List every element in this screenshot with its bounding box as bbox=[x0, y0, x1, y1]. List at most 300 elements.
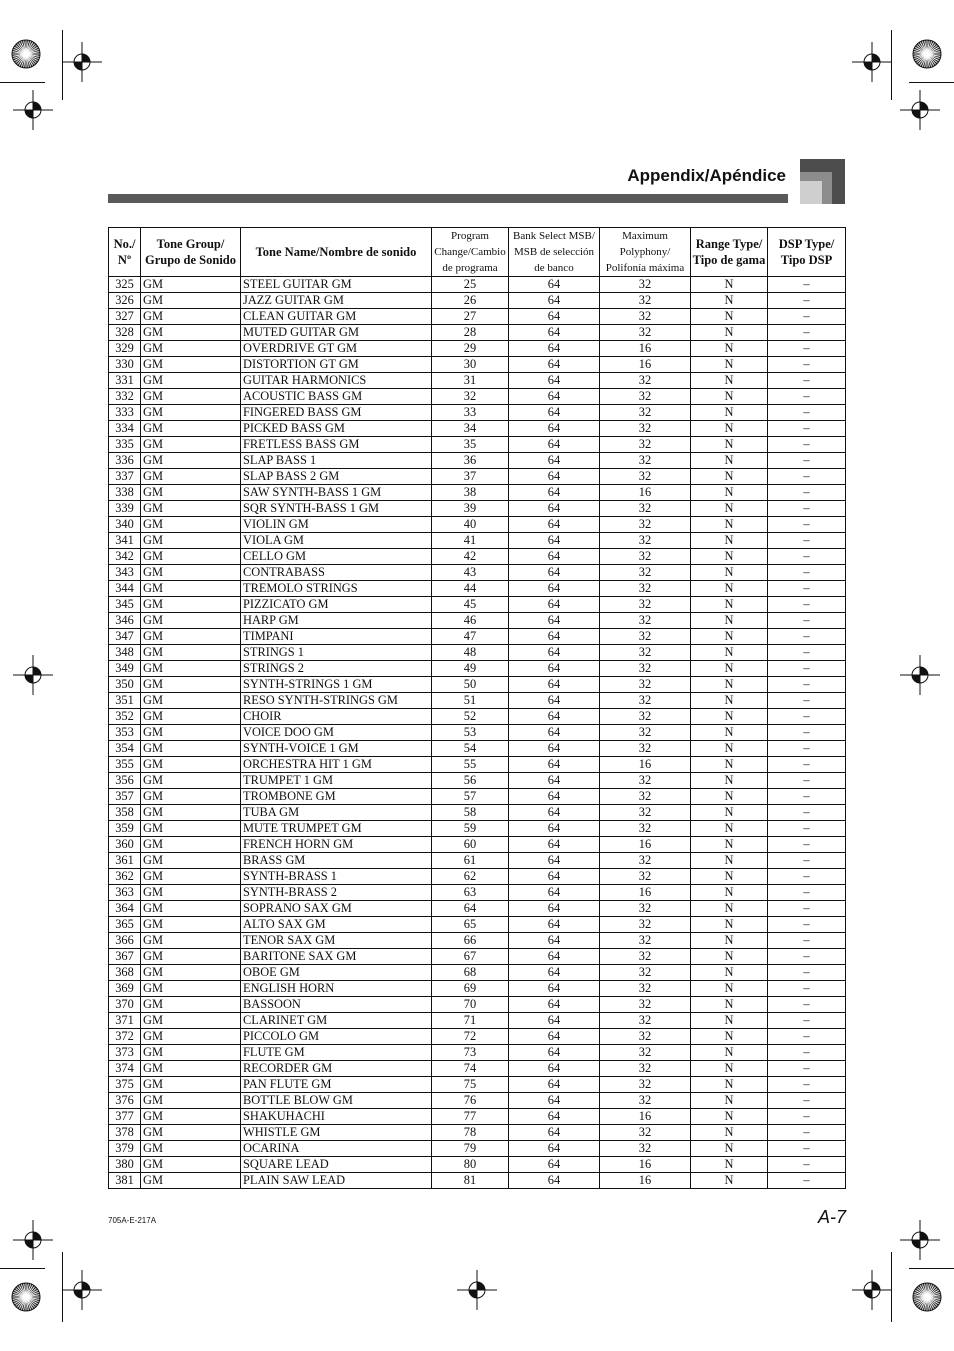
cell-max-polyphony: 32 bbox=[600, 645, 691, 661]
cell-no: 339 bbox=[109, 501, 141, 517]
cell-dsp-type: – bbox=[768, 437, 846, 453]
cell-tone-group: GM bbox=[141, 837, 241, 853]
cell-tone-group: GM bbox=[141, 917, 241, 933]
table-row bbox=[109, 997, 846, 1013]
cell-program-change: 37 bbox=[432, 469, 509, 485]
table-row bbox=[109, 885, 846, 901]
cell-program-change: 75 bbox=[432, 1077, 509, 1093]
cell-dsp-type: – bbox=[768, 293, 846, 309]
cell-dsp-type: – bbox=[768, 1173, 846, 1189]
cell-tone-name: TROMBONE GM bbox=[241, 789, 432, 805]
cell-no: 329 bbox=[109, 341, 141, 357]
cell-tone-group: GM bbox=[141, 1013, 241, 1029]
cell-tone-group: GM bbox=[141, 277, 241, 293]
cell-dsp-type: – bbox=[768, 805, 846, 821]
cell-range-type: N bbox=[691, 309, 768, 325]
cell-max-polyphony: 32 bbox=[600, 597, 691, 613]
cell-range-type: N bbox=[691, 389, 768, 405]
cell-tone-group: GM bbox=[141, 789, 241, 805]
cell-tone-name: SLAP BASS 2 GM bbox=[241, 469, 432, 485]
cell-tone-name: HARP GM bbox=[241, 613, 432, 629]
cell-range-type: N bbox=[691, 1157, 768, 1173]
cell-range-type: N bbox=[691, 293, 768, 309]
table-row bbox=[109, 389, 846, 405]
table-row bbox=[109, 341, 846, 357]
cell-range-type: N bbox=[691, 453, 768, 469]
cell-tone-group: GM bbox=[141, 453, 241, 469]
cell-max-polyphony: 16 bbox=[600, 837, 691, 853]
cell-no: 336 bbox=[109, 453, 141, 469]
cell-tone-name: TREMOLO STRINGS bbox=[241, 581, 432, 597]
cell-program-change: 66 bbox=[432, 933, 509, 949]
cell-tone-name: RESO SYNTH-STRINGS GM bbox=[241, 693, 432, 709]
cell-max-polyphony: 32 bbox=[600, 1029, 691, 1045]
cell-dsp-type: – bbox=[768, 405, 846, 421]
cell-tone-group: GM bbox=[141, 1045, 241, 1061]
table-row bbox=[109, 1109, 846, 1125]
cell-tone-name: TRUMPET 1 GM bbox=[241, 773, 432, 789]
cell-tone-group: GM bbox=[141, 773, 241, 789]
table-row bbox=[109, 501, 846, 517]
cell-max-polyphony: 32 bbox=[600, 501, 691, 517]
cell-bank-select: 64 bbox=[509, 1141, 600, 1157]
cell-max-polyphony: 32 bbox=[600, 1013, 691, 1029]
registration-target-icon bbox=[13, 1220, 53, 1260]
cell-max-polyphony: 32 bbox=[600, 469, 691, 485]
cell-tone-name: CHOIR bbox=[241, 709, 432, 725]
cell-dsp-type: – bbox=[768, 901, 846, 917]
table-row bbox=[109, 469, 846, 485]
cell-bank-select: 64 bbox=[509, 437, 600, 453]
cell-no: 340 bbox=[109, 517, 141, 533]
cell-tone-name: TENOR SAX GM bbox=[241, 933, 432, 949]
cell-bank-select: 64 bbox=[509, 1045, 600, 1061]
cell-range-type: N bbox=[691, 997, 768, 1013]
cell-no: 358 bbox=[109, 805, 141, 821]
cell-tone-name: TIMPANI bbox=[241, 629, 432, 645]
cell-max-polyphony: 32 bbox=[600, 373, 691, 389]
cell-tone-group: GM bbox=[141, 437, 241, 453]
cell-dsp-type: – bbox=[768, 341, 846, 357]
table-row bbox=[109, 853, 846, 869]
table-row bbox=[109, 773, 846, 789]
cell-program-change: 58 bbox=[432, 805, 509, 821]
cell-tone-name: SYNTH-VOICE 1 GM bbox=[241, 741, 432, 757]
cell-tone-group: GM bbox=[141, 341, 241, 357]
table-row bbox=[109, 949, 846, 965]
cell-tone-group: GM bbox=[141, 981, 241, 997]
cell-tone-group: GM bbox=[141, 581, 241, 597]
cell-max-polyphony: 16 bbox=[600, 757, 691, 773]
cell-max-polyphony: 32 bbox=[600, 789, 691, 805]
cell-max-polyphony: 32 bbox=[600, 405, 691, 421]
cell-tone-name: PAN FLUTE GM bbox=[241, 1077, 432, 1093]
cell-tone-name: SQR SYNTH-BASS 1 GM bbox=[241, 501, 432, 517]
cell-tone-group: GM bbox=[141, 501, 241, 517]
table-row bbox=[109, 805, 846, 821]
table-row bbox=[109, 613, 846, 629]
cell-program-change: 72 bbox=[432, 1029, 509, 1045]
cell-dsp-type: – bbox=[768, 1077, 846, 1093]
cell-tone-group: GM bbox=[141, 869, 241, 885]
cell-tone-group: GM bbox=[141, 853, 241, 869]
table-row bbox=[109, 645, 846, 661]
cell-bank-select: 64 bbox=[509, 805, 600, 821]
cell-max-polyphony: 32 bbox=[600, 293, 691, 309]
cell-program-change: 56 bbox=[432, 773, 509, 789]
cell-tone-group: GM bbox=[141, 757, 241, 773]
cell-max-polyphony: 32 bbox=[600, 693, 691, 709]
cell-no: 370 bbox=[109, 997, 141, 1013]
cell-tone-group: GM bbox=[141, 469, 241, 485]
cell-range-type: N bbox=[691, 773, 768, 789]
cell-tone-group: GM bbox=[141, 597, 241, 613]
cell-program-change: 76 bbox=[432, 1093, 509, 1109]
cell-dsp-type: – bbox=[768, 725, 846, 741]
table-row bbox=[109, 821, 846, 837]
registration-target-icon bbox=[900, 90, 940, 130]
cell-dsp-type: – bbox=[768, 1109, 846, 1125]
cell-dsp-type: – bbox=[768, 357, 846, 373]
cell-bank-select: 64 bbox=[509, 613, 600, 629]
cell-bank-select: 64 bbox=[509, 1109, 600, 1125]
cell-dsp-type: – bbox=[768, 773, 846, 789]
cell-max-polyphony: 32 bbox=[600, 981, 691, 997]
cell-tone-group: GM bbox=[141, 1093, 241, 1109]
cell-range-type: N bbox=[691, 725, 768, 741]
cell-range-type: N bbox=[691, 917, 768, 933]
cell-program-change: 61 bbox=[432, 853, 509, 869]
cell-range-type: N bbox=[691, 981, 768, 997]
cell-tone-group: GM bbox=[141, 1125, 241, 1141]
cell-tone-name: SYNTH-BRASS 2 bbox=[241, 885, 432, 901]
cell-program-change: 54 bbox=[432, 741, 509, 757]
cell-range-type: N bbox=[691, 1125, 768, 1141]
crop-line bbox=[62, 1252, 63, 1322]
table-row bbox=[109, 981, 846, 997]
cell-program-change: 74 bbox=[432, 1061, 509, 1077]
cell-bank-select: 64 bbox=[509, 709, 600, 725]
cell-range-type: N bbox=[691, 517, 768, 533]
cell-max-polyphony: 32 bbox=[600, 581, 691, 597]
cell-bank-select: 64 bbox=[509, 357, 600, 373]
cell-max-polyphony: 32 bbox=[600, 917, 691, 933]
cell-range-type: N bbox=[691, 1109, 768, 1125]
cell-bank-select: 64 bbox=[509, 1013, 600, 1029]
cell-bank-select: 64 bbox=[509, 389, 600, 405]
cell-no: 338 bbox=[109, 485, 141, 501]
table-row bbox=[109, 325, 846, 341]
cell-bank-select: 64 bbox=[509, 741, 600, 757]
cell-tone-group: GM bbox=[141, 709, 241, 725]
cell-program-change: 42 bbox=[432, 549, 509, 565]
cell-no: 327 bbox=[109, 309, 141, 325]
cell-max-polyphony: 32 bbox=[600, 1077, 691, 1093]
cell-tone-group: GM bbox=[141, 661, 241, 677]
table-row bbox=[109, 789, 846, 805]
cell-range-type: N bbox=[691, 837, 768, 853]
cell-max-polyphony: 32 bbox=[600, 805, 691, 821]
cell-tone-name: PIZZICATO GM bbox=[241, 597, 432, 613]
cell-no: 377 bbox=[109, 1109, 141, 1125]
cell-range-type: N bbox=[691, 901, 768, 917]
cell-bank-select: 64 bbox=[509, 725, 600, 741]
table-row bbox=[109, 1173, 846, 1189]
cell-bank-select: 64 bbox=[509, 773, 600, 789]
cell-range-type: N bbox=[691, 629, 768, 645]
color-rosette-icon bbox=[912, 1282, 942, 1312]
cell-max-polyphony: 32 bbox=[600, 1125, 691, 1141]
cell-dsp-type: – bbox=[768, 997, 846, 1013]
header-tone-name: Tone Name/Nombre de sonido bbox=[241, 228, 432, 277]
cell-program-change: 48 bbox=[432, 645, 509, 661]
cell-range-type: N bbox=[691, 933, 768, 949]
cell-tone-name: FLUTE GM bbox=[241, 1045, 432, 1061]
cell-program-change: 80 bbox=[432, 1157, 509, 1173]
cell-dsp-type: – bbox=[768, 709, 846, 725]
cell-dsp-type: – bbox=[768, 1125, 846, 1141]
page-number: A-7 bbox=[817, 1207, 846, 1227]
cell-program-change: 71 bbox=[432, 1013, 509, 1029]
cell-max-polyphony: 32 bbox=[600, 1093, 691, 1109]
cell-tone-name: BOTTLE BLOW GM bbox=[241, 1093, 432, 1109]
cell-range-type: N bbox=[691, 373, 768, 389]
table-row bbox=[109, 437, 846, 453]
cell-dsp-type: – bbox=[768, 1157, 846, 1173]
cell-tone-group: GM bbox=[141, 517, 241, 533]
cell-range-type: N bbox=[691, 805, 768, 821]
cell-max-polyphony: 32 bbox=[600, 853, 691, 869]
cell-tone-name: FINGERED BASS GM bbox=[241, 405, 432, 421]
cell-dsp-type: – bbox=[768, 453, 846, 469]
cell-tone-group: GM bbox=[141, 549, 241, 565]
cell-dsp-type: – bbox=[768, 661, 846, 677]
cell-no: 334 bbox=[109, 421, 141, 437]
color-rosette-icon bbox=[11, 1282, 41, 1312]
cell-tone-group: GM bbox=[141, 309, 241, 325]
header-bank-select: Bank Select MSB/ MSB de selección de banco bbox=[509, 228, 600, 277]
cell-dsp-type: – bbox=[768, 1045, 846, 1061]
cell-tone-name: MUTED GUITAR GM bbox=[241, 325, 432, 341]
cell-dsp-type: – bbox=[768, 933, 846, 949]
cell-tone-name: SYNTH-BRASS 1 bbox=[241, 869, 432, 885]
cell-tone-name: WHISTLE GM bbox=[241, 1125, 432, 1141]
cell-max-polyphony: 16 bbox=[600, 485, 691, 501]
cell-tone-name: CLEAN GUITAR GM bbox=[241, 309, 432, 325]
cell-no: 371 bbox=[109, 1013, 141, 1029]
cell-dsp-type: – bbox=[768, 517, 846, 533]
cell-range-type: N bbox=[691, 1173, 768, 1189]
cell-program-change: 55 bbox=[432, 757, 509, 773]
table-row bbox=[109, 1141, 846, 1157]
header-program-change: Program Change/Cambio de programa bbox=[432, 228, 509, 277]
cell-tone-name: CELLO GM bbox=[241, 549, 432, 565]
cell-tone-name: CLARINET GM bbox=[241, 1013, 432, 1029]
header-tone-group: Tone Group/ Grupo de Sonido bbox=[141, 228, 241, 277]
cell-range-type: N bbox=[691, 357, 768, 373]
table-row bbox=[109, 933, 846, 949]
cell-tone-group: GM bbox=[141, 1061, 241, 1077]
cell-no: 351 bbox=[109, 693, 141, 709]
cell-tone-group: GM bbox=[141, 373, 241, 389]
cell-bank-select: 64 bbox=[509, 901, 600, 917]
cell-range-type: N bbox=[691, 581, 768, 597]
cell-no: 341 bbox=[109, 533, 141, 549]
cell-max-polyphony: 16 bbox=[600, 1109, 691, 1125]
cell-tone-name: OVERDRIVE GT GM bbox=[241, 341, 432, 357]
cell-dsp-type: – bbox=[768, 373, 846, 389]
cell-dsp-type: – bbox=[768, 693, 846, 709]
cell-program-change: 40 bbox=[432, 517, 509, 533]
table-row bbox=[109, 709, 846, 725]
cell-no: 372 bbox=[109, 1029, 141, 1045]
cell-no: 373 bbox=[109, 1045, 141, 1061]
cell-tone-name: BASSOON bbox=[241, 997, 432, 1013]
crop-line bbox=[0, 82, 45, 83]
cell-bank-select: 64 bbox=[509, 485, 600, 501]
cell-bank-select: 64 bbox=[509, 1157, 600, 1173]
table-row bbox=[109, 373, 846, 389]
crop-line bbox=[891, 30, 892, 100]
cell-tone-group: GM bbox=[141, 933, 241, 949]
cell-program-change: 81 bbox=[432, 1173, 509, 1189]
cell-range-type: N bbox=[691, 709, 768, 725]
cell-range-type: N bbox=[691, 853, 768, 869]
cell-bank-select: 64 bbox=[509, 661, 600, 677]
cell-tone-group: GM bbox=[141, 645, 241, 661]
table-row bbox=[109, 485, 846, 501]
cell-tone-name: BRASS GM bbox=[241, 853, 432, 869]
table-row bbox=[109, 1045, 846, 1061]
cell-no: 325 bbox=[109, 277, 141, 293]
cell-program-change: 78 bbox=[432, 1125, 509, 1141]
cell-max-polyphony: 32 bbox=[600, 661, 691, 677]
cell-range-type: N bbox=[691, 869, 768, 885]
cell-dsp-type: – bbox=[768, 949, 846, 965]
crop-line bbox=[909, 82, 954, 83]
cell-program-change: 69 bbox=[432, 981, 509, 997]
cell-max-polyphony: 32 bbox=[600, 565, 691, 581]
table-row bbox=[109, 453, 846, 469]
cell-program-change: 57 bbox=[432, 789, 509, 805]
cell-bank-select: 64 bbox=[509, 1093, 600, 1109]
cell-max-polyphony: 32 bbox=[600, 629, 691, 645]
cell-program-change: 44 bbox=[432, 581, 509, 597]
cell-bank-select: 64 bbox=[509, 869, 600, 885]
cell-max-polyphony: 32 bbox=[600, 933, 691, 949]
cell-no: 344 bbox=[109, 581, 141, 597]
table-row bbox=[109, 581, 846, 597]
cell-tone-name: OBOE GM bbox=[241, 965, 432, 981]
cell-tone-group: GM bbox=[141, 805, 241, 821]
cell-program-change: 60 bbox=[432, 837, 509, 853]
registration-target-icon bbox=[852, 42, 892, 82]
cell-range-type: N bbox=[691, 341, 768, 357]
cell-range-type: N bbox=[691, 597, 768, 613]
cell-program-change: 51 bbox=[432, 693, 509, 709]
cell-bank-select: 64 bbox=[509, 453, 600, 469]
cell-program-change: 45 bbox=[432, 597, 509, 613]
cell-bank-select: 64 bbox=[509, 693, 600, 709]
table-row bbox=[109, 1093, 846, 1109]
cell-dsp-type: – bbox=[768, 789, 846, 805]
cell-max-polyphony: 16 bbox=[600, 357, 691, 373]
cell-tone-name: SLAP BASS 1 bbox=[241, 453, 432, 469]
table-row bbox=[109, 917, 846, 933]
cell-max-polyphony: 32 bbox=[600, 677, 691, 693]
cell-dsp-type: – bbox=[768, 869, 846, 885]
cell-no: 376 bbox=[109, 1093, 141, 1109]
cell-bank-select: 64 bbox=[509, 341, 600, 357]
cell-tone-group: GM bbox=[141, 293, 241, 309]
cell-program-change: 53 bbox=[432, 725, 509, 741]
table-row bbox=[109, 965, 846, 981]
cell-range-type: N bbox=[691, 565, 768, 581]
table-row bbox=[109, 901, 846, 917]
registration-target-icon bbox=[457, 1270, 497, 1310]
cell-tone-group: GM bbox=[141, 565, 241, 581]
cell-dsp-type: – bbox=[768, 613, 846, 629]
cell-max-polyphony: 32 bbox=[600, 901, 691, 917]
cell-range-type: N bbox=[691, 469, 768, 485]
cell-no: 369 bbox=[109, 981, 141, 997]
cell-tone-group: GM bbox=[141, 1109, 241, 1125]
cell-bank-select: 64 bbox=[509, 597, 600, 613]
cell-dsp-type: – bbox=[768, 533, 846, 549]
header-corner-highlight bbox=[800, 181, 822, 204]
cell-no: 367 bbox=[109, 949, 141, 965]
cell-range-type: N bbox=[691, 405, 768, 421]
cell-dsp-type: – bbox=[768, 677, 846, 693]
cell-tone-name: PICCOLO GM bbox=[241, 1029, 432, 1045]
cell-no: 335 bbox=[109, 437, 141, 453]
cell-tone-name: ALTO SAX GM bbox=[241, 917, 432, 933]
cell-no: 364 bbox=[109, 901, 141, 917]
cell-dsp-type: – bbox=[768, 757, 846, 773]
cell-range-type: N bbox=[691, 789, 768, 805]
cell-tone-name: VIOLA GM bbox=[241, 533, 432, 549]
cell-no: 349 bbox=[109, 661, 141, 677]
cell-tone-group: GM bbox=[141, 613, 241, 629]
cell-tone-name: ACOUSTIC BASS GM bbox=[241, 389, 432, 405]
cell-program-change: 33 bbox=[432, 405, 509, 421]
cell-no: 374 bbox=[109, 1061, 141, 1077]
cell-dsp-type: – bbox=[768, 277, 846, 293]
table-row bbox=[109, 741, 846, 757]
cell-range-type: N bbox=[691, 693, 768, 709]
cell-max-polyphony: 32 bbox=[600, 949, 691, 965]
cell-program-change: 77 bbox=[432, 1109, 509, 1125]
cell-tone-name: STEEL GUITAR GM bbox=[241, 277, 432, 293]
cell-tone-group: GM bbox=[141, 997, 241, 1013]
cell-range-type: N bbox=[691, 1141, 768, 1157]
cell-no: 381 bbox=[109, 1173, 141, 1189]
table-row bbox=[109, 837, 846, 853]
table-row bbox=[109, 661, 846, 677]
cell-dsp-type: – bbox=[768, 485, 846, 501]
cell-bank-select: 64 bbox=[509, 885, 600, 901]
cell-tone-group: GM bbox=[141, 1141, 241, 1157]
cell-tone-name: OCARINA bbox=[241, 1141, 432, 1157]
cell-bank-select: 64 bbox=[509, 933, 600, 949]
cell-no: 355 bbox=[109, 757, 141, 773]
cell-bank-select: 64 bbox=[509, 533, 600, 549]
cell-max-polyphony: 32 bbox=[600, 421, 691, 437]
cell-program-change: 50 bbox=[432, 677, 509, 693]
cell-dsp-type: – bbox=[768, 325, 846, 341]
cell-no: 352 bbox=[109, 709, 141, 725]
table-row bbox=[109, 309, 846, 325]
